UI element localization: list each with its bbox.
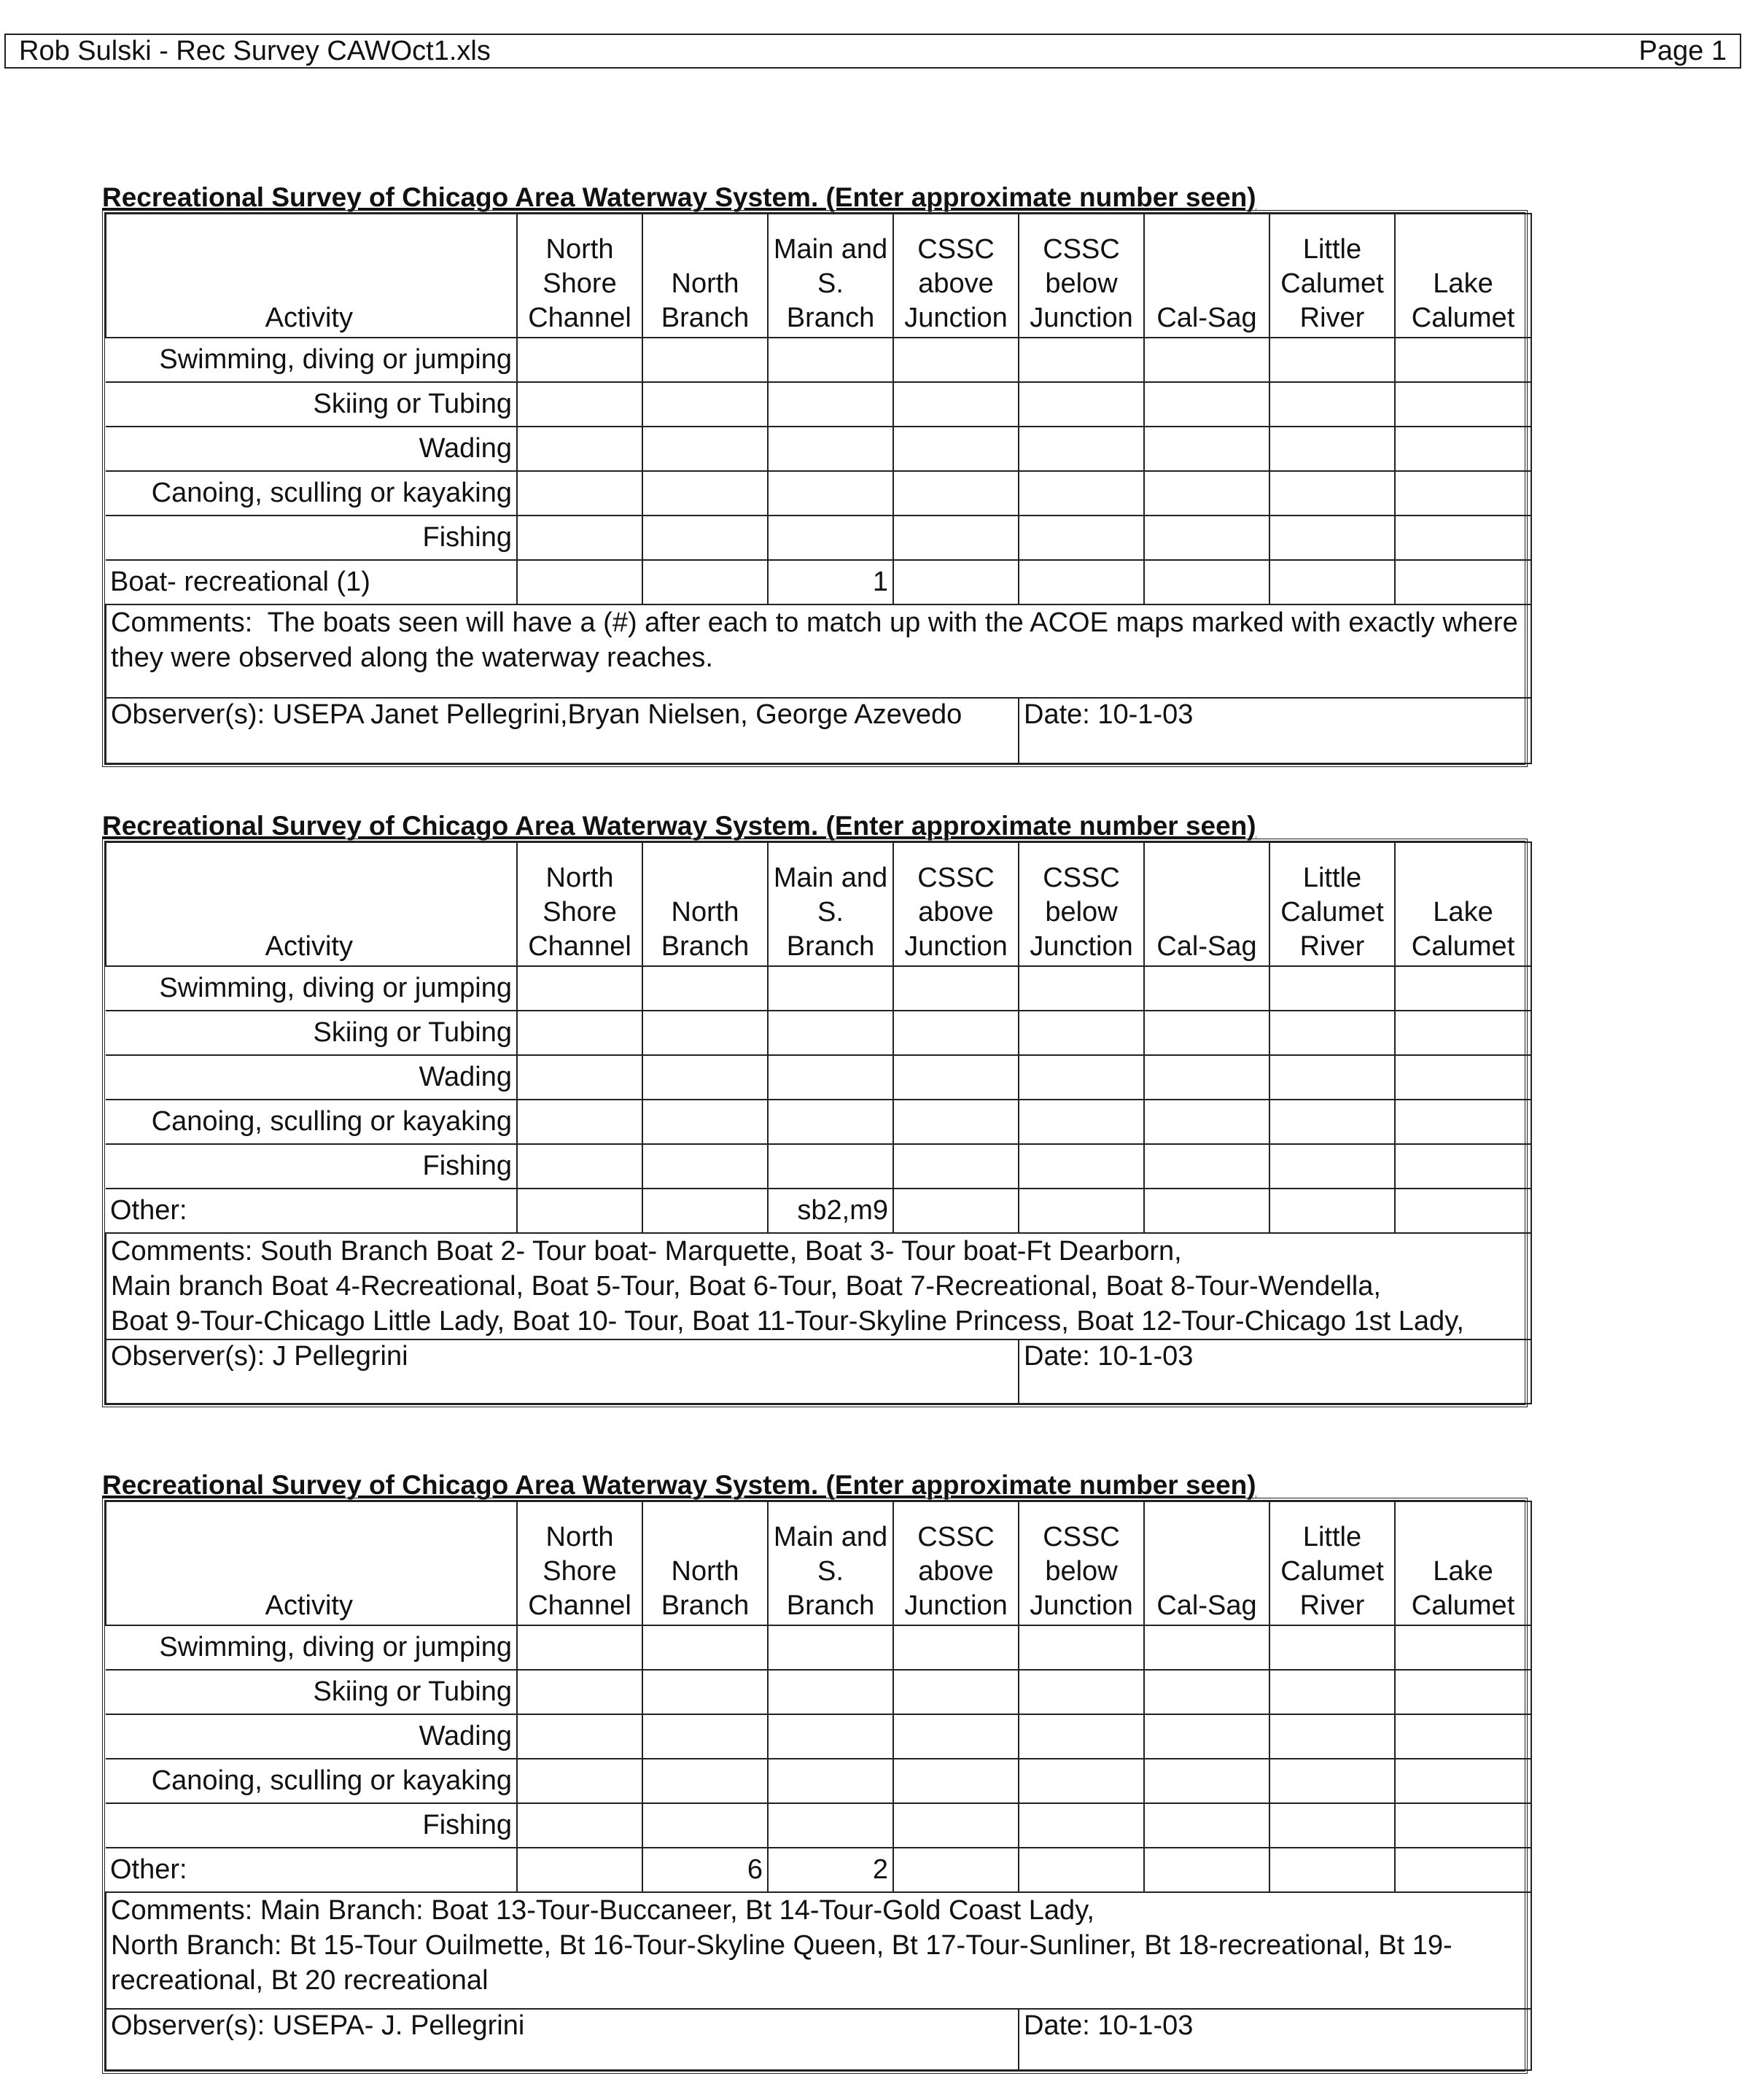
count-cell[interactable]	[893, 966, 1019, 1011]
count-cell[interactable]	[1269, 1144, 1395, 1189]
column-header-row	[106, 214, 1531, 338]
column-header: CSSC above Junction	[893, 214, 1019, 338]
count-cell[interactable]	[1019, 1625, 1144, 1670]
count-cell[interactable]	[768, 471, 893, 516]
count-cell[interactable]	[1019, 1100, 1144, 1144]
table-row	[106, 1714, 1531, 1759]
table-row	[106, 471, 1531, 516]
table-row	[106, 1625, 1531, 1670]
count-cell[interactable]	[1395, 427, 1531, 471]
count-cell[interactable]	[768, 516, 893, 560]
activity-label: Fishing	[106, 1803, 517, 1848]
activity-label: Canoing, sculling or kayaking	[106, 471, 517, 516]
count-cell[interactable]	[893, 382, 1019, 427]
activity-label: Fishing	[106, 1144, 517, 1189]
count-cell[interactable]	[1144, 1714, 1269, 1759]
activity-label: Fishing	[106, 516, 517, 560]
count-cell[interactable]	[1269, 1759, 1395, 1803]
count-cell[interactable]	[1269, 338, 1395, 382]
column-header: CSSC below Junction	[1019, 214, 1144, 338]
count-cell[interactable]	[1144, 516, 1269, 560]
count-cell[interactable]	[1269, 966, 1395, 1011]
count-cell[interactable]	[768, 1055, 893, 1100]
count-cell[interactable]	[1144, 1848, 1269, 1892]
count-cell[interactable]	[1395, 1759, 1531, 1803]
count-cell[interactable]	[642, 338, 768, 382]
activity-label: Canoing, sculling or kayaking	[106, 1100, 517, 1144]
table-row	[106, 338, 1531, 382]
count-cell[interactable]	[517, 1803, 642, 1848]
comments-row	[106, 1892, 1531, 2009]
page-number: Page 1	[1638, 35, 1727, 66]
count-cell[interactable]: sb2,m9	[768, 1189, 893, 1233]
count-cell[interactable]	[768, 1714, 893, 1759]
table-row	[106, 560, 1531, 604]
document-title: Rob Sulski - Rec Survey CAWOct1.xls	[19, 35, 491, 66]
column-header: CSSC above Junction	[893, 842, 1019, 966]
count-cell[interactable]	[893, 1670, 1019, 1714]
count-cell[interactable]	[517, 1670, 642, 1714]
count-cell[interactable]	[642, 1055, 768, 1100]
count-cell[interactable]	[893, 516, 1019, 560]
column-header: Cal-Sag	[1144, 842, 1269, 966]
count-cell[interactable]	[1395, 1803, 1531, 1848]
count-cell[interactable]	[642, 560, 768, 604]
count-cell[interactable]	[893, 1848, 1019, 1892]
count-cell[interactable]	[1269, 471, 1395, 516]
survey-title: Recreational Survey of Chicago Area Waterway System. (Enter approximate number seen)	[102, 182, 1256, 212]
count-cell[interactable]	[1144, 1670, 1269, 1714]
table-row	[106, 1144, 1531, 1189]
table-row	[106, 1055, 1531, 1100]
count-cell[interactable]	[893, 471, 1019, 516]
count-cell[interactable]	[768, 1144, 893, 1189]
count-cell[interactable]	[1144, 1011, 1269, 1055]
table-row	[106, 966, 1531, 1011]
activity-label: Wading	[106, 1055, 517, 1100]
comments-row	[106, 1233, 1531, 1339]
table-row	[106, 1670, 1531, 1714]
column-header-row	[106, 1501, 1531, 1625]
activity-label: Other:	[106, 1189, 517, 1233]
count-cell[interactable]	[893, 1189, 1019, 1233]
count-cell[interactable]	[517, 1625, 642, 1670]
count-cell[interactable]	[1269, 1714, 1395, 1759]
count-cell[interactable]	[768, 1803, 893, 1848]
count-cell[interactable]	[1395, 338, 1531, 382]
count-cell[interactable]: 1	[768, 560, 893, 604]
count-cell[interactable]	[1019, 1055, 1144, 1100]
count-cell[interactable]	[517, 1100, 642, 1144]
column-header: Cal-Sag	[1144, 214, 1269, 338]
count-cell[interactable]	[1269, 560, 1395, 604]
count-cell[interactable]	[1269, 1625, 1395, 1670]
count-cell[interactable]	[1144, 471, 1269, 516]
count-cell[interactable]	[1019, 1011, 1144, 1055]
count-cell[interactable]	[1019, 966, 1144, 1011]
count-cell[interactable]	[1269, 1803, 1395, 1848]
column-header: Little Calumet River	[1269, 214, 1395, 338]
column-header: Cal-Sag	[1144, 1501, 1269, 1625]
count-cell[interactable]	[768, 1625, 893, 1670]
count-cell[interactable]	[1395, 1144, 1531, 1189]
count-cell[interactable]	[893, 1625, 1019, 1670]
column-header: Little Calumet River	[1269, 842, 1395, 966]
count-cell[interactable]	[517, 1055, 642, 1100]
column-header: North Shore Channel	[517, 214, 642, 338]
activity-label: Other:	[106, 1848, 517, 1892]
count-cell[interactable]	[517, 1011, 642, 1055]
count-cell[interactable]	[517, 427, 642, 471]
table-row	[106, 382, 1531, 427]
activity-label: Boat- recreational (1)	[106, 560, 517, 604]
count-cell[interactable]	[1395, 516, 1531, 560]
activity-header: Activity	[106, 214, 517, 338]
count-cell[interactable]	[1144, 382, 1269, 427]
column-header: CSSC below Junction	[1019, 842, 1144, 966]
survey-table	[105, 213, 1532, 764]
count-cell[interactable]	[642, 1100, 768, 1144]
count-cell[interactable]	[1019, 382, 1144, 427]
column-header: Little Calumet River	[1269, 1501, 1395, 1625]
count-cell[interactable]	[1269, 1011, 1395, 1055]
count-cell[interactable]	[1395, 560, 1531, 604]
count-cell[interactable]	[642, 382, 768, 427]
observer-field: Observer(s): J Pellegrini	[106, 1339, 1019, 1404]
count-cell[interactable]	[1019, 1714, 1144, 1759]
column-header: CSSC above Junction	[893, 1501, 1019, 1625]
date-field: Date: 10-1-03	[1019, 1339, 1531, 1404]
table-row	[106, 1011, 1531, 1055]
survey-table-frame	[102, 1498, 1528, 2074]
count-cell[interactable]	[642, 1759, 768, 1803]
count-cell[interactable]	[1269, 382, 1395, 427]
activity-label: Canoing, sculling or kayaking	[106, 1759, 517, 1803]
comments-text: Comments: Main Branch: Boat 13-Tour-Buccaneer, Bt 14-Tour-Gold Coast Lady, North Branch: Bt 15-Tour Ouilmette, Bt 16-Tour-Skyline Queen, Bt 17-Tour-Sunliner, Bt 18-recreational, Bt 19-recreational, Bt 20 recreational	[106, 1892, 1531, 2009]
activity-label: Swimming, diving or jumping	[106, 338, 517, 382]
column-header: CSSC below Junction	[1019, 1501, 1144, 1625]
count-cell[interactable]	[768, 1011, 893, 1055]
count-cell[interactable]	[517, 382, 642, 427]
date-field: Date: 10-1-03	[1019, 2009, 1531, 2070]
count-cell[interactable]	[1019, 1144, 1144, 1189]
count-cell[interactable]	[517, 1144, 642, 1189]
count-cell[interactable]	[768, 966, 893, 1011]
count-cell[interactable]	[1395, 1189, 1531, 1233]
count-cell[interactable]	[642, 1670, 768, 1714]
count-cell[interactable]	[1395, 1625, 1531, 1670]
count-cell[interactable]	[642, 1011, 768, 1055]
observer-field: Observer(s): USEPA- J. Pellegrini	[106, 2009, 1019, 2070]
table-row	[106, 427, 1531, 471]
count-cell[interactable]	[768, 338, 893, 382]
count-cell[interactable]	[893, 1100, 1019, 1144]
column-header: North Shore Channel	[517, 842, 642, 966]
table-row	[106, 1759, 1531, 1803]
count-cell[interactable]	[1395, 966, 1531, 1011]
count-cell[interactable]	[893, 338, 1019, 382]
activity-label: Wading	[106, 1714, 517, 1759]
count-cell[interactable]	[1269, 1189, 1395, 1233]
observer-row	[106, 698, 1531, 763]
observer-row	[106, 2009, 1531, 2070]
count-cell[interactable]	[1144, 338, 1269, 382]
date-field: Date: 10-1-03	[1019, 698, 1531, 763]
activity-label: Swimming, diving or jumping	[106, 966, 517, 1011]
count-cell[interactable]	[1144, 1625, 1269, 1670]
count-cell[interactable]	[642, 1189, 768, 1233]
count-cell[interactable]	[517, 1189, 642, 1233]
column-header: Lake Calumet	[1395, 842, 1531, 966]
activity-label: Swimming, diving or jumping	[106, 1625, 517, 1670]
count-cell[interactable]: 2	[768, 1848, 893, 1892]
table-row	[106, 1189, 1531, 1233]
page-header	[4, 34, 1741, 69]
count-cell[interactable]	[517, 560, 642, 604]
count-cell[interactable]	[1019, 1848, 1144, 1892]
count-cell[interactable]	[1019, 1189, 1144, 1233]
column-header: North Branch	[642, 842, 768, 966]
count-cell[interactable]	[1019, 1759, 1144, 1803]
count-cell[interactable]	[1019, 560, 1144, 604]
count-cell[interactable]	[1395, 1100, 1531, 1144]
observer-row	[106, 1339, 1531, 1404]
count-cell[interactable]	[517, 966, 642, 1011]
count-cell[interactable]	[893, 560, 1019, 604]
count-cell[interactable]	[1019, 1803, 1144, 1848]
column-header: Lake Calumet	[1395, 214, 1531, 338]
count-cell[interactable]	[517, 1759, 642, 1803]
count-cell[interactable]	[1269, 1670, 1395, 1714]
table-row	[106, 1803, 1531, 1848]
count-cell[interactable]	[642, 427, 768, 471]
table-row	[106, 1100, 1531, 1144]
count-cell[interactable]	[1019, 471, 1144, 516]
count-cell[interactable]	[642, 1625, 768, 1670]
count-cell[interactable]	[1269, 1848, 1395, 1892]
count-cell[interactable]	[642, 516, 768, 560]
count-cell[interactable]	[893, 1144, 1019, 1189]
count-cell[interactable]	[1395, 1011, 1531, 1055]
count-cell[interactable]	[1395, 1714, 1531, 1759]
count-cell[interactable]	[1269, 427, 1395, 471]
count-cell[interactable]	[768, 427, 893, 471]
activity-label: Skiing or Tubing	[106, 382, 517, 427]
table-row	[106, 516, 1531, 560]
count-cell[interactable]	[1019, 516, 1144, 560]
count-cell[interactable]	[1019, 427, 1144, 471]
count-cell[interactable]	[517, 1714, 642, 1759]
column-header: Main and S. Branch	[768, 214, 893, 338]
column-header: North Branch	[642, 1501, 768, 1625]
count-cell[interactable]	[768, 382, 893, 427]
count-cell[interactable]	[1269, 516, 1395, 560]
column-header: North Branch	[642, 214, 768, 338]
survey-title: Recreational Survey of Chicago Area Waterway System. (Enter approximate number seen)	[102, 1470, 1256, 1500]
count-cell[interactable]	[1019, 1670, 1144, 1714]
column-header: Lake Calumet	[1395, 1501, 1531, 1625]
count-cell[interactable]	[1019, 338, 1144, 382]
comments-text: Comments: The boats seen will have a (#) after each to match up with the ACOE maps marked with exactly where they were observed along the waterway reaches.	[106, 604, 1531, 698]
survey-table	[105, 1501, 1532, 2071]
count-cell[interactable]	[1395, 1670, 1531, 1714]
activity-header: Activity	[106, 1501, 517, 1625]
count-cell[interactable]	[517, 516, 642, 560]
observer-field: Observer(s): USEPA Janet Pellegrini,Bryan Nielsen, George Azevedo	[106, 698, 1019, 763]
comments-text: Comments: South Branch Boat 2- Tour boat- Marquette, Boat 3- Tour boat-Ft Dearborn, Main branch Boat 4-Recreational, Boat 5-Tour, Boat 6-Tour, Boat 7-Recreational, Boat 8-Tour-Wendella, Boat 9-Tour-Chicago Little Lady, Boat 10- Tour, Boat 11-Tour-Skyline Princess, Boat 12-Tour-Chicago 1st Lady,	[106, 1233, 1531, 1339]
count-cell[interactable]	[1395, 382, 1531, 427]
count-cell[interactable]	[642, 966, 768, 1011]
count-cell[interactable]	[768, 1100, 893, 1144]
column-header: Main and S. Branch	[768, 842, 893, 966]
activity-label: Skiing or Tubing	[106, 1011, 517, 1055]
comments-row	[106, 604, 1531, 698]
count-cell[interactable]	[1144, 1055, 1269, 1100]
activity-label: Wading	[106, 427, 517, 471]
survey-table-frame	[102, 839, 1528, 1407]
count-cell[interactable]	[517, 471, 642, 516]
count-cell[interactable]	[1395, 1848, 1531, 1892]
survey-table	[105, 841, 1532, 1404]
count-cell[interactable]	[1144, 1803, 1269, 1848]
count-cell[interactable]	[1144, 1144, 1269, 1189]
count-cell[interactable]	[1144, 427, 1269, 471]
count-cell[interactable]	[1144, 1189, 1269, 1233]
survey-table-frame	[102, 210, 1528, 767]
count-cell[interactable]	[642, 1714, 768, 1759]
count-cell[interactable]	[1144, 560, 1269, 604]
count-cell[interactable]	[517, 338, 642, 382]
count-cell[interactable]	[517, 1848, 642, 1892]
activity-label: Skiing or Tubing	[106, 1670, 517, 1714]
count-cell[interactable]	[642, 471, 768, 516]
activity-header: Activity	[106, 842, 517, 966]
count-cell[interactable]	[893, 1803, 1019, 1848]
count-cell[interactable]	[893, 1011, 1019, 1055]
count-cell[interactable]	[893, 1759, 1019, 1803]
count-cell[interactable]	[768, 1759, 893, 1803]
column-header: Main and S. Branch	[768, 1501, 893, 1625]
count-cell[interactable]	[893, 1055, 1019, 1100]
column-header: North Shore Channel	[517, 1501, 642, 1625]
survey-title: Recreational Survey of Chicago Area Waterway System. (Enter approximate number seen)	[102, 811, 1256, 841]
count-cell[interactable]	[1269, 1100, 1395, 1144]
count-cell[interactable]	[642, 1144, 768, 1189]
count-cell[interactable]: 6	[642, 1848, 768, 1892]
count-cell[interactable]	[893, 1714, 1019, 1759]
count-cell[interactable]	[1269, 1055, 1395, 1100]
count-cell[interactable]	[1395, 471, 1531, 516]
count-cell[interactable]	[1144, 1759, 1269, 1803]
count-cell[interactable]	[893, 427, 1019, 471]
column-header-row	[106, 842, 1531, 966]
count-cell[interactable]	[1395, 1055, 1531, 1100]
count-cell[interactable]	[1144, 1100, 1269, 1144]
count-cell[interactable]	[642, 1803, 768, 1848]
count-cell[interactable]	[1144, 966, 1269, 1011]
table-row	[106, 1848, 1531, 1892]
count-cell[interactable]	[768, 1670, 893, 1714]
